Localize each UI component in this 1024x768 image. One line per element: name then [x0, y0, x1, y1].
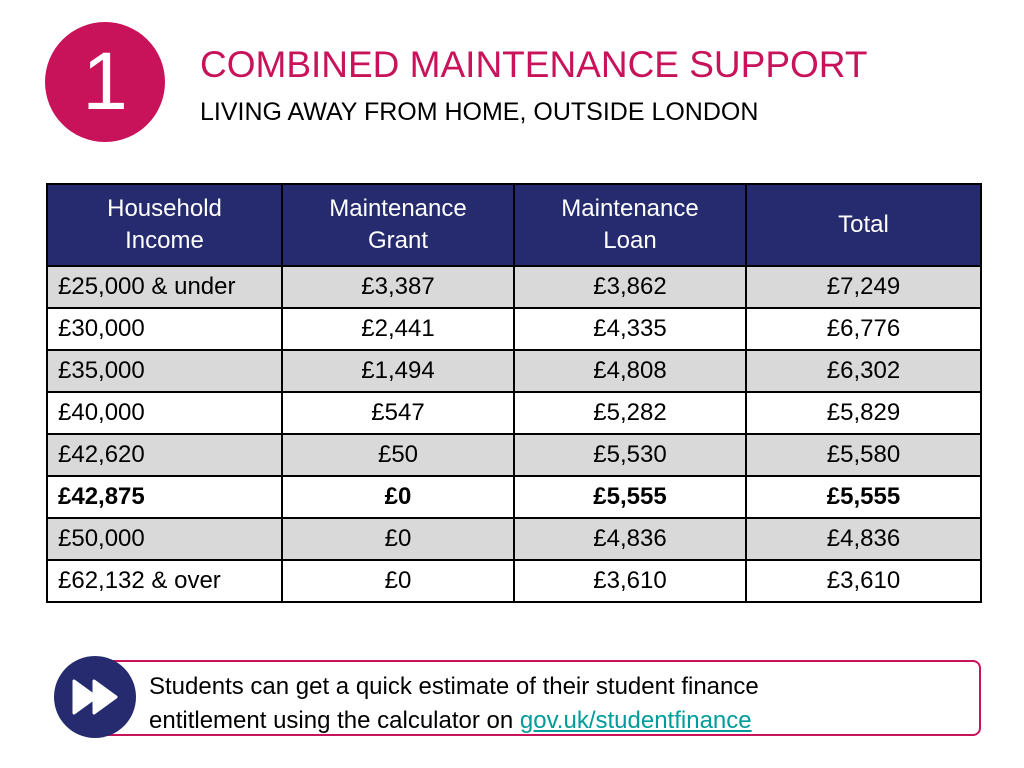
total-cell: £5,555 — [746, 476, 981, 518]
student-finance-link[interactable]: gov.uk/studentfinance — [519, 707, 752, 734]
maintenance-loan-cell: £3,862 — [514, 266, 746, 308]
total-cell: £4,836 — [746, 518, 981, 560]
maintenance-support-table — [46, 183, 982, 603]
maintenance-grant-cell: £0 — [282, 560, 514, 602]
total-cell: £5,829 — [746, 392, 981, 434]
table-header-row — [47, 184, 981, 266]
table-row — [47, 266, 981, 308]
maintenance-grant-cell: £50 — [282, 434, 514, 476]
total-cell: £6,302 — [746, 350, 981, 392]
total-cell: £3,610 — [746, 560, 981, 602]
maintenance-loan-cell: £5,282 — [514, 392, 746, 434]
column-header-total: Total — [746, 184, 981, 266]
household-income-cell: £50,000 — [47, 518, 282, 560]
household-income-cell: £35,000 — [47, 350, 282, 392]
section-number: 1 — [82, 36, 128, 127]
fast-forward-button[interactable] — [54, 656, 136, 738]
callout-text: Students can get a quick estimate of their student finance entitlement using the calculator on gov.uk/studentfinance — [149, 673, 759, 734]
maintenance-grant-cell: £3,387 — [282, 266, 514, 308]
section-number-badge — [45, 22, 165, 142]
page-title: COMBINED MAINTENANCE SUPPORT — [200, 44, 868, 85]
column-header-household-income: Household Income — [47, 184, 282, 266]
maintenance-loan-cell: £5,530 — [514, 434, 746, 476]
household-income-cell: £40,000 — [47, 392, 282, 434]
column-header-maintenance-loan: Maintenance Loan — [514, 184, 746, 266]
table-row — [47, 560, 981, 602]
total-cell: £6,776 — [746, 308, 981, 350]
table-row — [47, 518, 981, 560]
maintenance-loan-cell: £4,808 — [514, 350, 746, 392]
maintenance-loan-cell: £5,555 — [514, 476, 746, 518]
calculator-callout — [95, 660, 981, 736]
table-row — [47, 308, 981, 350]
household-income-cell: £42,620 — [47, 434, 282, 476]
maintenance-loan-cell: £4,836 — [514, 518, 746, 560]
column-header-maintenance-grant: Maintenance Grant — [282, 184, 514, 266]
page-subtitle: LIVING AWAY FROM HOME, OUTSIDE LONDON — [200, 98, 759, 126]
maintenance-grant-cell: £547 — [282, 392, 514, 434]
maintenance-grant-cell: £0 — [282, 476, 514, 518]
table-row — [47, 392, 981, 434]
maintenance-grant-cell: £2,441 — [282, 308, 514, 350]
maintenance-grant-cell: £1,494 — [282, 350, 514, 392]
maintenance-loan-cell: £3,610 — [514, 560, 746, 602]
household-income-cell: £30,000 — [47, 308, 282, 350]
total-cell: £5,580 — [746, 434, 981, 476]
household-income-cell: £25,000 & under — [47, 266, 282, 308]
household-income-cell: £42,875 — [47, 476, 282, 518]
maintenance-loan-cell: £4,335 — [514, 308, 746, 350]
table-row-highlighted — [47, 476, 981, 518]
fast-forward-icon — [70, 679, 120, 715]
household-income-cell: £62,132 & over — [47, 560, 282, 602]
total-cell: £7,249 — [746, 266, 981, 308]
maintenance-grant-cell: £0 — [282, 518, 514, 560]
table-row — [47, 434, 981, 476]
table-row — [47, 350, 981, 392]
